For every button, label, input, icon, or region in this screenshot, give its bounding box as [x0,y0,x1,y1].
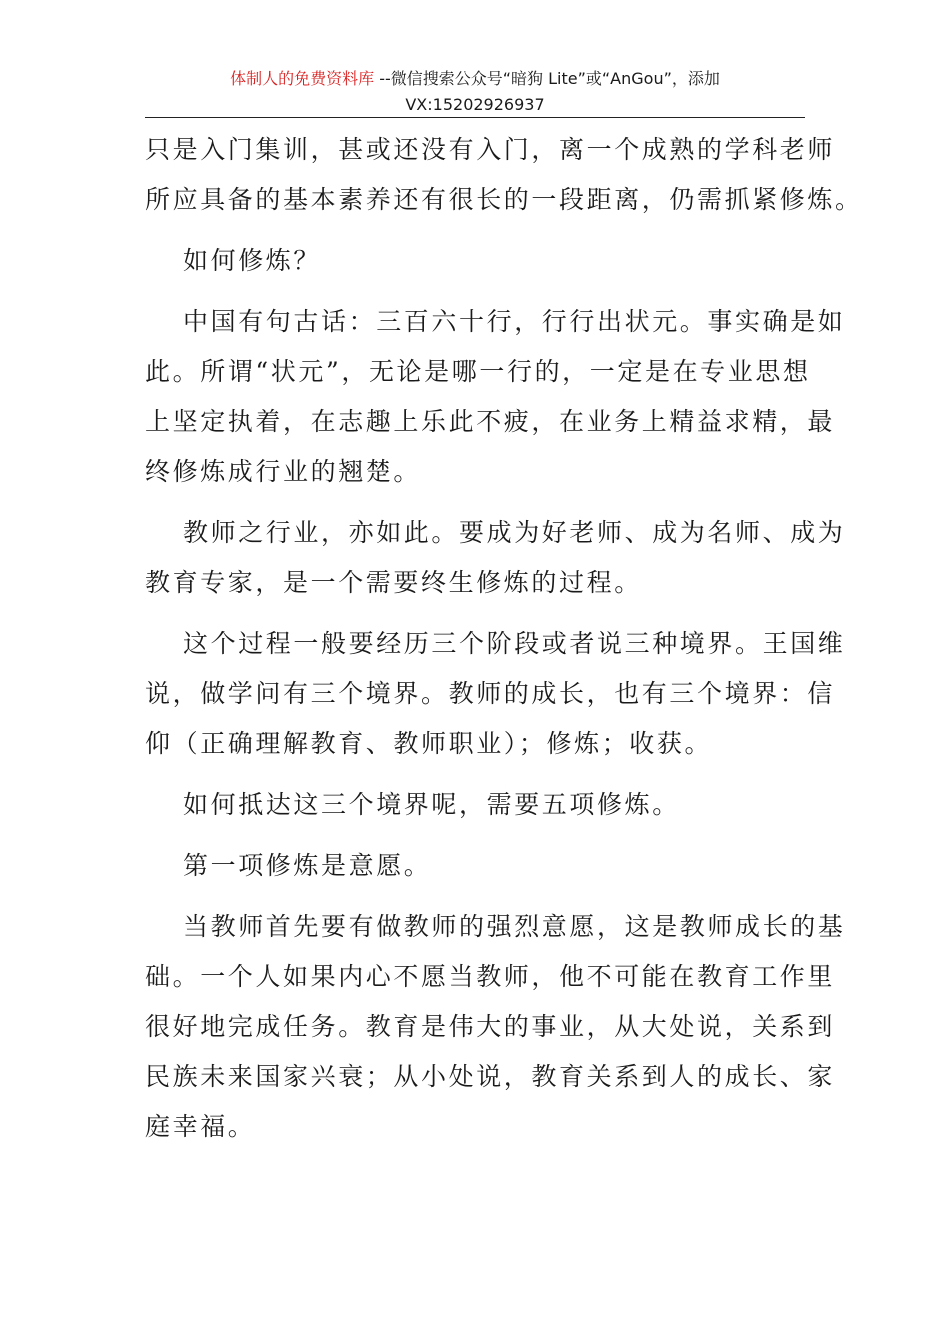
paragraph-line: 上坚定执着，在志趣上乐此不疲，在业务上精益求精，最 [145,407,836,436]
paragraph-line: 庭幸福。 [145,1112,256,1141]
paragraph-line: 终修炼成行业的翘楚。 [145,457,422,486]
document-body [145,125,863,1163]
paragraph-line: 仰（正确理解教育、教师职业）；修炼；收获。 [145,729,713,758]
header-line-1 [145,66,805,92]
paragraph-line: 这个过程一般要经历三个阶段或者说三种境界。王国维 [183,629,846,658]
paragraph [145,619,846,769]
header-notice: --微信搜索公众号“暗狗 Lite”或“AnGou”，添加 [374,69,720,88]
paragraph [145,508,846,608]
paragraph [145,841,807,891]
page-header [145,66,805,118]
paragraph [145,902,846,1152]
paragraph-line: 说，做学问有三个境界。教师的成长，也有三个境界：信 [145,679,836,708]
paragraph-line: 如何修炼？ [183,246,322,275]
paragraph-line: 中国有句古话：三百六十行，行行出状元。事实确是如 [183,307,846,336]
paragraph [145,297,846,497]
paragraph-line: 民族未来国家兴衰；从小处说，教育关系到人的成长、家 [145,1062,836,1091]
paragraph-line: 教师之行业，亦如此。要成为好老师、成为名师、成为 [183,518,846,547]
header-divider [145,117,805,118]
paragraph-line: 教育专家，是一个需要终生修炼的过程。 [145,568,642,597]
paragraph-line: 当教师首先要有做教师的强烈意愿，这是教师成长的基 [183,912,846,941]
paragraph-line: 只是入门集训，甚或还没有入门，离一个成熟的学科老师 [145,135,836,164]
paragraph-line: 第一项修炼是意愿。 [183,851,432,880]
header-line-2: VX:15202926937 [405,95,545,114]
paragraph [145,236,807,286]
header-brand: 体制人的免费资料库 [230,69,375,88]
paragraph-line: 础。一个人如果内心不愿当教师，他不可能在教育工作里 [145,962,836,991]
paragraph-line: 很好地完成任务。教育是伟大的事业，从大处说，关系到 [145,1012,836,1041]
paragraph-line: 如何抵达这三个境界呢，需要五项修炼。 [183,790,680,819]
paragraph [145,125,863,225]
paragraph-line: 所应具备的基本素养还有很长的一段距离，仍需抓紧修炼。 [145,185,863,214]
paragraph-line: 此。所谓“状元”，无论是哪一行的，一定是在专业思想 [145,357,811,386]
paragraph [145,780,807,830]
